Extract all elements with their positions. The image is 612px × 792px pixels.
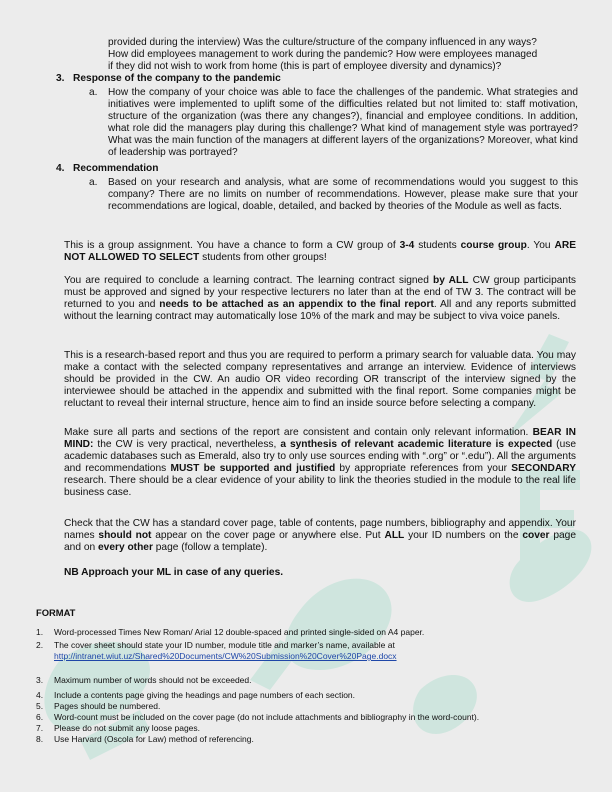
bear-in-mind-paragraph: [64, 427, 576, 500]
item2-line: How did employees management to work during the pandemic? How were employees managed: [108, 49, 538, 60]
item-text: Word-processed Times New Roman/ Arial 12 double-spaced and printed single-sided on A4 paper.: [54, 627, 425, 637]
format-heading: FORMAT: [36, 607, 76, 618]
bold-run: a synthesis of relevant academic literature is expected: [280, 439, 553, 451]
item-text: [54, 640, 574, 662]
bold-run: MUST be supported and justified: [170, 463, 336, 475]
item-text: Use Harvard (Oscola for Law) method of referencing.: [54, 734, 254, 744]
item-text: Maximum number of words should not be exceeded.: [54, 675, 252, 685]
text-run: CW group participants must be approved and signed by your respective lecturers no later than at the end of TW 3. The contract will be returned to you and: [64, 275, 576, 311]
item2-line: if they did not wish to work from home (this is part of employee diversity and dynamics)?: [108, 61, 502, 72]
section3-number: 3.: [56, 73, 65, 84]
section3-heading: [56, 73, 281, 85]
bold-run: SECONDARY: [511, 463, 576, 475]
text-run: page and on: [64, 530, 576, 554]
bold-run: should not: [98, 530, 152, 542]
item-text: Include a contents page giving the headings and page numbers of each section.: [54, 690, 356, 700]
section4-marker: a.: [89, 177, 98, 188]
item-number: 5.: [36, 701, 44, 711]
bold-run: ALL: [384, 530, 405, 542]
item2-line: provided during the interview) Was the culture/structure of the company influenced in any ways?: [108, 37, 537, 48]
item-text: Please do not submit any loose pages.: [54, 723, 201, 733]
section4-item: [89, 177, 578, 213]
group-assignment-paragraph: [64, 240, 576, 264]
text-run: appear on the cover page or anywhere else. Put: [151, 530, 385, 542]
bold-run: every other: [98, 542, 153, 554]
bold-run: needs to be attached as an appendix to the final report: [159, 299, 434, 311]
text-run: Make sure all parts and sections of the report are consistent and contain only relevant information.: [64, 427, 533, 438]
text-run: This is a group assignment. You have a chance to form a CW group of: [64, 240, 400, 251]
item-number: 2.: [36, 640, 44, 650]
text-run: . All and any reports submitted without the learning contract may automatically lose 10% of the mark and may be subject to viva voice panels.: [64, 299, 577, 323]
item2-tail: [108, 37, 578, 73]
item-number: 3.: [36, 675, 44, 685]
bold-run: course group: [460, 240, 527, 251]
text-run: the CW is very practical, nevertheless,: [93, 439, 281, 451]
section4-heading: [56, 163, 158, 175]
item-number: 8.: [36, 734, 44, 744]
section4-number: 4.: [56, 163, 65, 174]
text-run: your ID numbers on the: [404, 530, 523, 542]
cover-page-link[interactable]: http://intranet.wiut.uz/Shared%20Documents/CW%20Submission%20Cover%20Page.docx: [54, 651, 397, 661]
bold-run: by ALL: [433, 275, 469, 286]
text-run: This is a research-based report and thus you are required to perform a primary search for valuable data. You may make a contact with the selected company representatives and arrange an interview. Evidence of interviews should be provided in the CW. An audio OR video recording OR transcript of the interview signed by the interviewee should be attached in the appendix and submitted with the final report. Some companies might be reluctant to reveal their internal structure, hence aim to find an inside source before selecting a company.: [64, 350, 576, 410]
research-paragraph: [64, 350, 576, 410]
item-text-run: The cover sheet should state your ID number, module title and marker’s name, available at: [54, 640, 395, 650]
item-number: 4.: [36, 690, 44, 700]
text-run: Check that the CW has a standard cover page, table of contents, page numbers, bibliography and appendix. Your names: [64, 518, 576, 542]
section4-text: Based on your research and analysis, what are some of recommendations would you suggest to this company? There are no limits on number of recommendations. However, please make sure that your recommendations are logical, doable, detailed, and backed by theories of the Module as well as facts.: [108, 177, 578, 212]
text-run: research. There should be a clear evidence of your ability to link the theories studied in the module to the real life business case.: [64, 475, 576, 499]
text-run: by appropriate references from your: [335, 463, 512, 475]
text-run: page (follow a template).: [152, 542, 268, 554]
bold-run: 3-4: [399, 240, 415, 251]
bold-run: cover: [522, 530, 550, 542]
learning-contract-paragraph: [64, 275, 576, 323]
text-run: students: [414, 240, 461, 251]
section4-title: Recommendation: [73, 163, 159, 174]
section3-marker: a.: [89, 87, 98, 98]
text-run: You are required to conclude a learning contract. The learning contract signed: [64, 275, 434, 286]
bold-run: ARE NOT ALLOWED TO SELECT: [64, 240, 576, 264]
cover-page-paragraph: [64, 518, 576, 554]
text-run: (use academic databases such as Emerald, also try to only use sources ending with “.org” or “.edu”). All the arguments and recommendations: [64, 439, 576, 475]
item-text: Word-count must be included on the cover page (do not include attachments and bibliography in the word-count).: [54, 712, 480, 722]
section3-title: Response of the company to the pandemic: [73, 73, 281, 84]
nb-note: NB Approach your ML in case of any queries.: [64, 567, 284, 578]
text-run: . You: [526, 240, 555, 251]
item-number: 1.: [36, 627, 44, 637]
text-run: students from other groups!: [199, 252, 327, 264]
item-text: Pages should be numbered.: [54, 701, 161, 711]
section3-item: [89, 87, 578, 159]
section3-text: How the company of your choice was able to face the challenges of the pandemic. What strategies and initiatives were implemented to uplift some of the difficulties related but not limited to: staff motivation, structure of the organization (was there any changes?), financial and employee conditions. In addition, what role did the managers play during this challenge? What kind of management style was portrayed? What was the main function of the managers at different layers of the organizations? Moreover, what kind of leadership was portrayed?: [108, 87, 578, 158]
bold-run: BEAR IN MIND:: [64, 427, 576, 451]
item-number: 7.: [36, 723, 44, 733]
item-number: 6.: [36, 712, 44, 722]
